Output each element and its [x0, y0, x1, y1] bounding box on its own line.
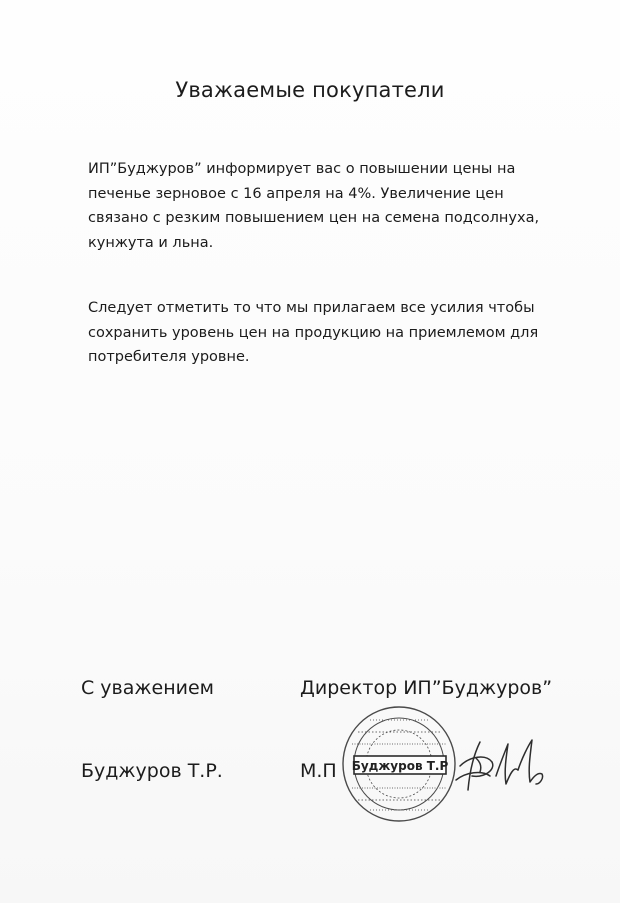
text-line: кунжута и льна. — [88, 234, 214, 251]
text-line: ИП”Буджуров” информирует вас о повышении цены на — [88, 161, 516, 177]
seal-center-text: Буджуров Т.Р — [351, 759, 449, 773]
signatory-name: Буджуров Т.Р. — [81, 760, 223, 782]
letter-title: Уважаемые покупатели — [175, 78, 445, 102]
seal-place-label: М.П — [300, 760, 337, 782]
handwritten-signature — [452, 736, 556, 798]
text-line: потребителя уровне. — [88, 349, 250, 365]
director-title: Директор ИП”Буджуров” — [300, 677, 553, 699]
text-line: сохранить уровень цен на продукцию на приемлемом для — [88, 324, 539, 341]
company-seal-stamp — [340, 704, 458, 824]
paragraph-price-effort — [88, 296, 568, 370]
closing-regards: С уважением — [81, 677, 214, 699]
text-line: Следует отметить то что мы прилагаем все усилия чтобы — [88, 300, 535, 316]
text-line: печенье зерновое с 16 апреля на 4%. Увеличение цен — [88, 185, 504, 202]
paragraph-price-increase — [88, 157, 568, 255]
text-line: связано с резким повышением цен на семена подсолнуха, — [88, 210, 540, 226]
